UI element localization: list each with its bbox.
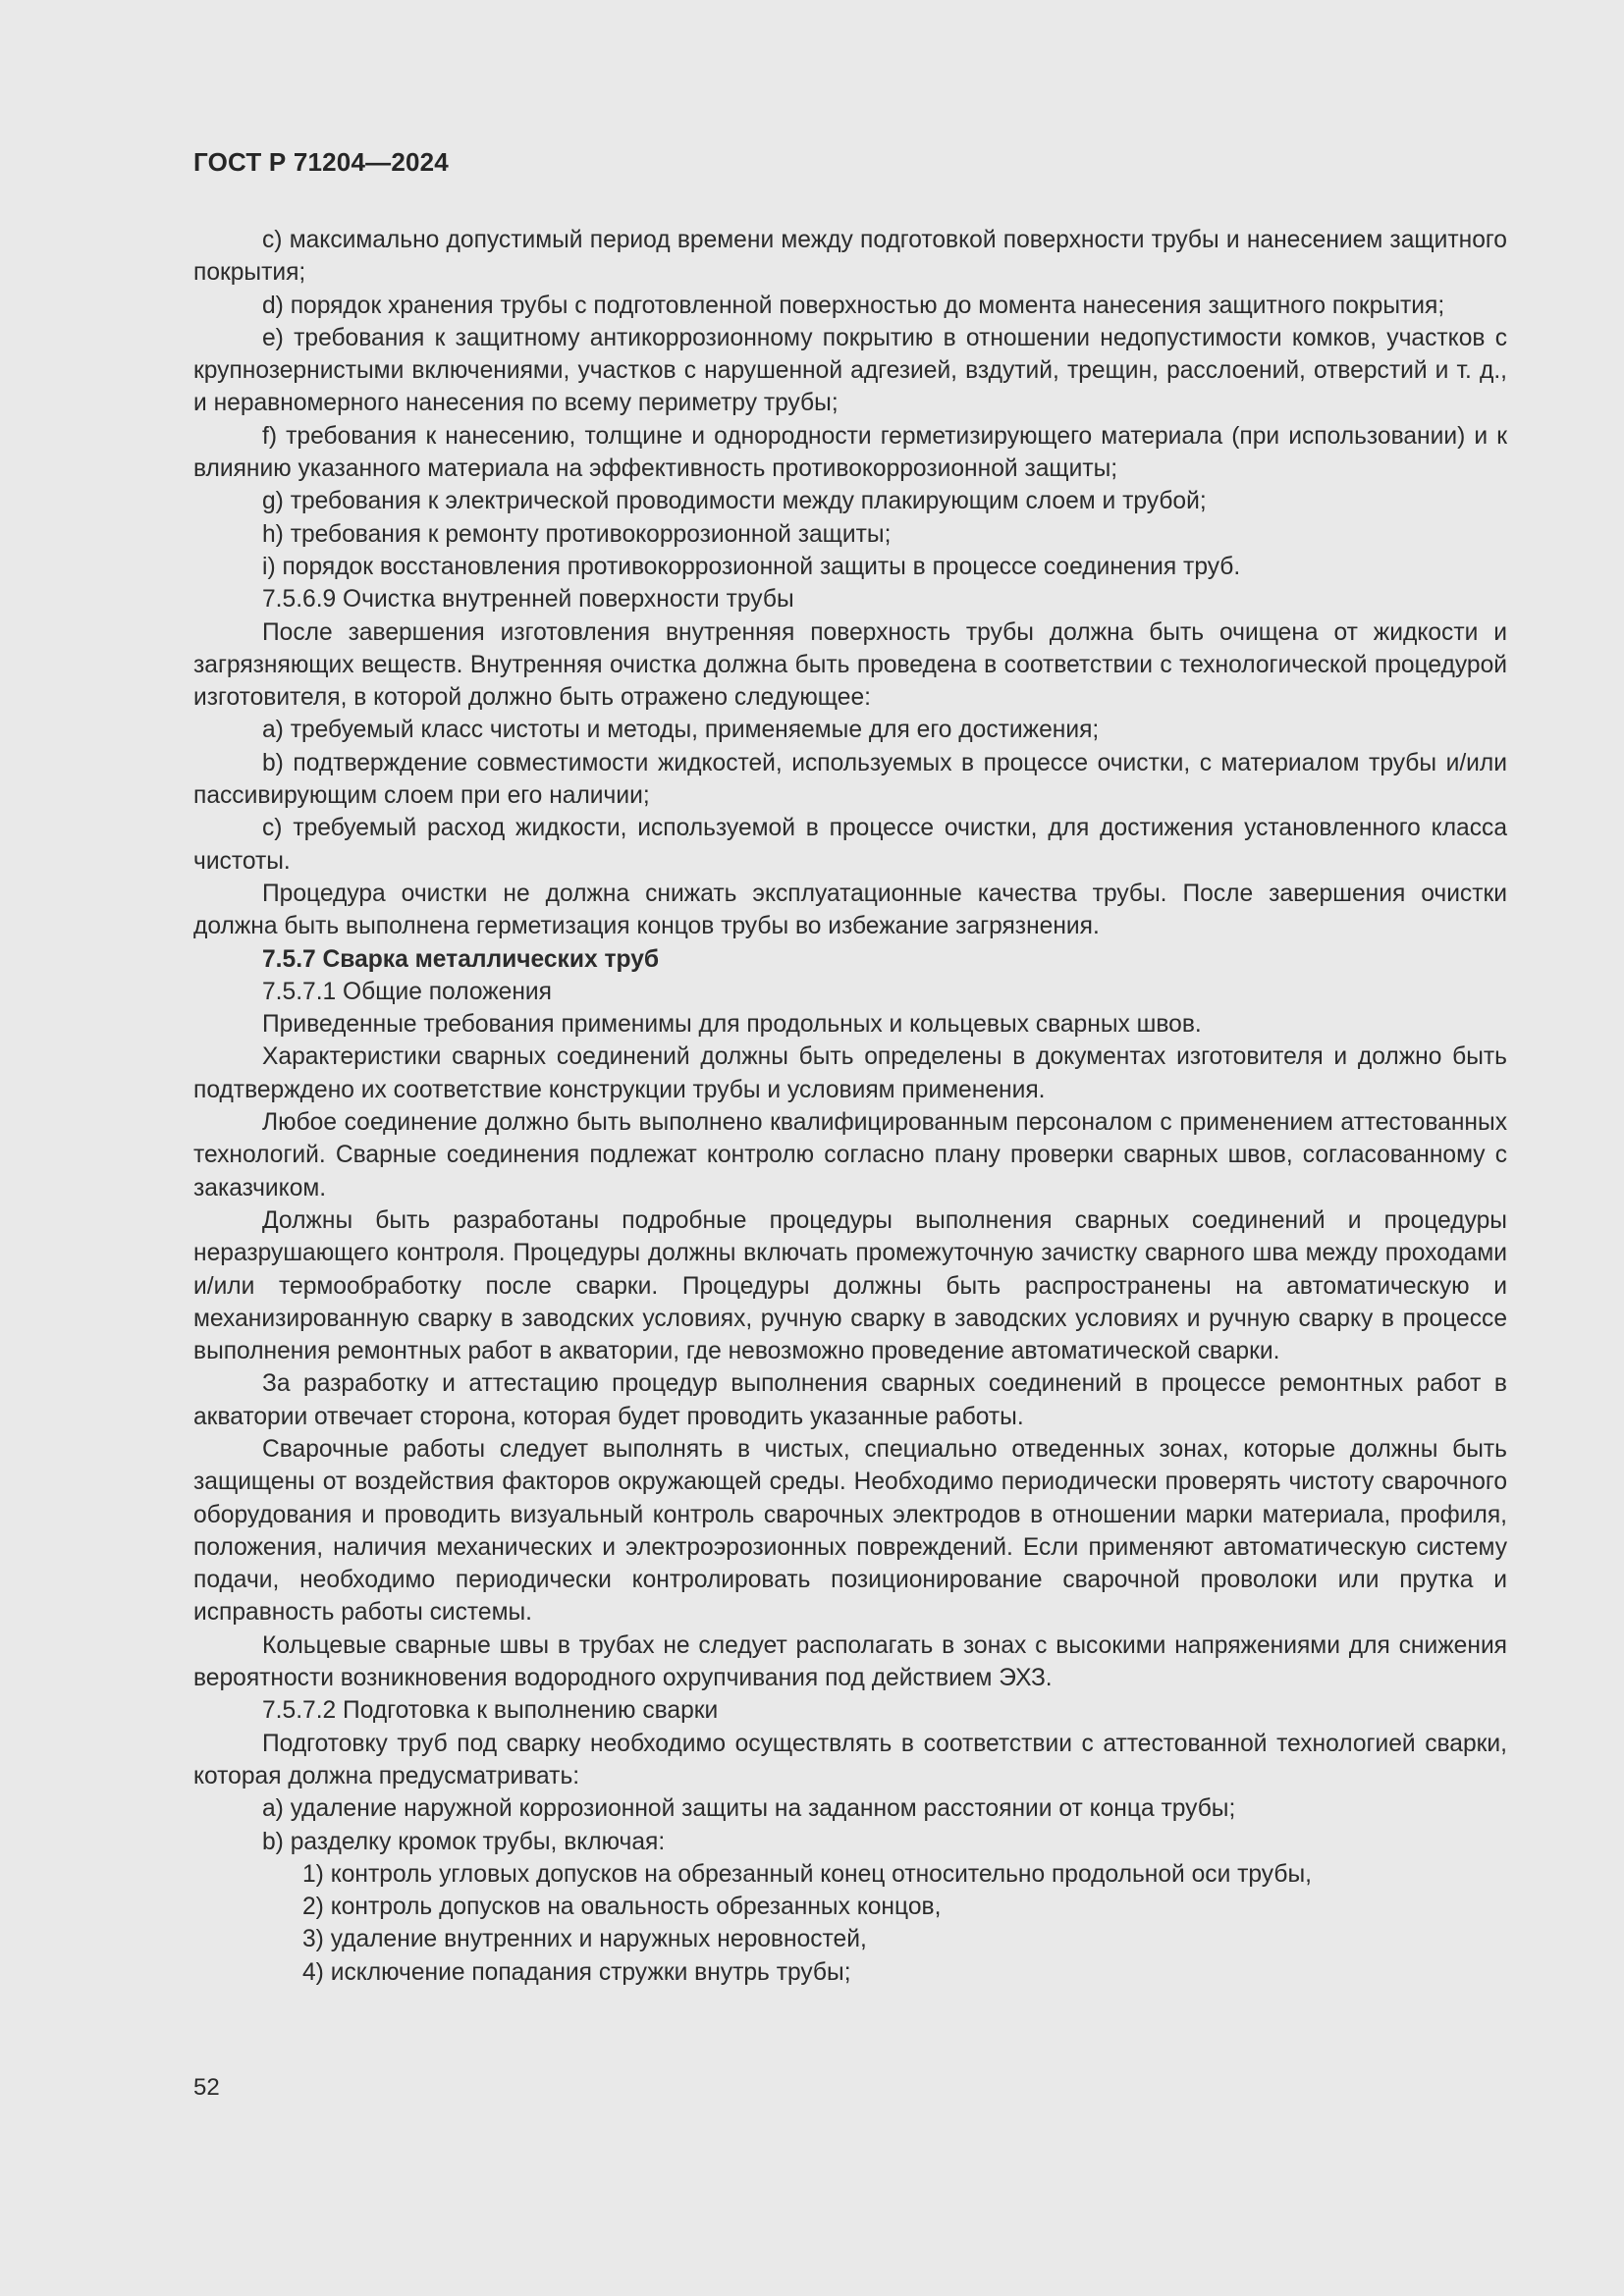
list-item-a: a) требуемый класс чистоты и методы, применяемые для его достижения; (262, 717, 1100, 744)
document-header: ГОСТ Р 71204—2024 (193, 147, 449, 177)
sublist-item-4: 4) исключение попадания стружки внутрь трубы; (302, 1958, 851, 1986)
list-item-c: c) требуемый расход жидкости, используемой в процессе очистки, для достижения установленного класса чистоты. (193, 815, 1507, 875)
paragraph: Характеристики сварных соединений должны быть определены в документах изготовителя и должно быть подтверждено их соответствие конструкции трубы и условиям применения. (193, 1043, 1507, 1103)
list-item-a: a) удаление наружной коррозионной защиты на заданном расстоянии от конца трубы; (262, 1795, 1236, 1823)
section-heading: 7.5.7 Сварка металлических труб (262, 945, 660, 973)
list-item-f: f) требования к нанесению, толщине и однородности герметизирующего материала (при использовании) и к влиянию указанного материала на эффективность противокоррозионной защиты; (193, 422, 1507, 483)
list-item-g: g) требования к электрической проводимости между плакирующим слоем и трубой; (262, 488, 1207, 515)
paragraph: За разработку и аттестацию процедур выполнения сварных соединений в процессе ремонтных работ в акватории отвечает сторона, которая будет проводить указанные работы. (193, 1370, 1507, 1430)
paragraph: Подготовку труб под сварку необходимо осуществлять в соответствии с аттестованной технологией сварки, которая должна предусматривать: (193, 1730, 1507, 1789)
paragraph: Любое соединение должно быть выполнено квалифицированным персоналом с применением аттестованных технологий. Сварные соединения подлежат контролю согласно плану проверки сварных швов, согласованному с заказчиком. (193, 1109, 1507, 1201)
paragraph: Сварочные работы следует выполнять в чистых, специально отведенных зонах, которые должны быть защищены от воздействия факторов окружающей среды. Необходимо периодически проверять чистоту сварочного оборудования и проводить визуальный контроль сварочных электродов в отношении марки материала, профиля, положения, наличия механических и электроэрозионных повреждений. Если применяют автоматическую систему подачи, необходимо периодически контролировать позиционирование сварочной проволоки или прутка и исправность работы системы. (193, 1435, 1507, 1627)
sublist-item-2: 2) контроль допусков на овальность обрезанных концов, (302, 1894, 942, 1921)
list-item-b: b) подтверждение совместимости жидкостей, используемых в процессе очистки, с материалом трубы и/или пассивирующим слоем при его наличии; (193, 749, 1507, 810)
paragraph: Кольцевые сварные швы в трубах не следует располагать в зонах с высокими напряжениями для снижения вероятности возникновения водородного охрупчивания под действием ЭХЗ. (193, 1631, 1507, 1692)
list-item-h: h) требования к ремонту противокоррозионной защиты; (262, 520, 892, 548)
subsection-heading: 7.5.7.1 Общие положения (262, 978, 552, 1005)
subsection-heading: 7.5.7.2 Подготовка к выполнению сварки (262, 1697, 719, 1725)
subsection-heading: 7.5.6.9 Очистка внутренней поверхности трубы (262, 586, 794, 614)
paragraph: Приведенные требования применимы для продольных и кольцевых сварных швов. (262, 1011, 1202, 1039)
list-item-d: d) порядок хранения трубы с подготовленной поверхностью до момента нанесения защитного покрытия; (262, 292, 1445, 319)
document-body (193, 224, 1507, 1989)
list-item-c: c) максимально допустимый период времени между подготовкой поверхности трубы и нанесением защитного покрытия; (193, 227, 1507, 287)
paragraph: После завершения изготовления внутренняя поверхность трубы должна быть очищена от жидкости и загрязняющих веществ. Внутренняя очистка должна быть проведена в соответствии с технологической процедурой изготовителя, в которой должно быть отражено следующее: (193, 618, 1507, 712)
list-item-e: e) требования к защитному антикоррозионному покрытию в отношении недопустимости комков, участков с крупнозернистыми включениями, участков с нарушенной адгезией, вздутий, трещин, расслоений, отверстий и т. д., и неравномерного нанесения по всему периметру трубы; (193, 324, 1507, 417)
paragraph: Процедура очистки не должна снижать эксплуатационные качества трубы. После завершения очистки должна быть выполнена герметизация концов трубы во избежание загрязнения. (193, 880, 1507, 940)
page-number: 52 (193, 2074, 220, 2101)
list-item-i: i) порядок восстановления противокоррозионной защиты в процессе соединения труб. (262, 553, 1241, 580)
sublist-item-1: 1) контроль угловых допусков на обрезанный конец относительно продольной оси трубы, (302, 1860, 1312, 1888)
list-item-b: b) разделку кромок трубы, включая: (262, 1828, 666, 1855)
sublist-item-3: 3) удаление внутренних и наружных неровностей, (302, 1926, 867, 1953)
paragraph: Должны быть разработаны подробные процедуры выполнения сварных соединений и процедуры неразрушающего контроля. Процедуры должны включать промежуточную зачистку сварного шва между проходами и/или термообработку после сварки. Процедуры должны быть распространены на автоматическую и механизированную сварку в заводских условиях, ручную сварку в заводских условиях и ручную сварку в процессе выполнения ремонтных работ в акватории, где невозможно проведение автоматической сварки. (193, 1206, 1507, 1365)
